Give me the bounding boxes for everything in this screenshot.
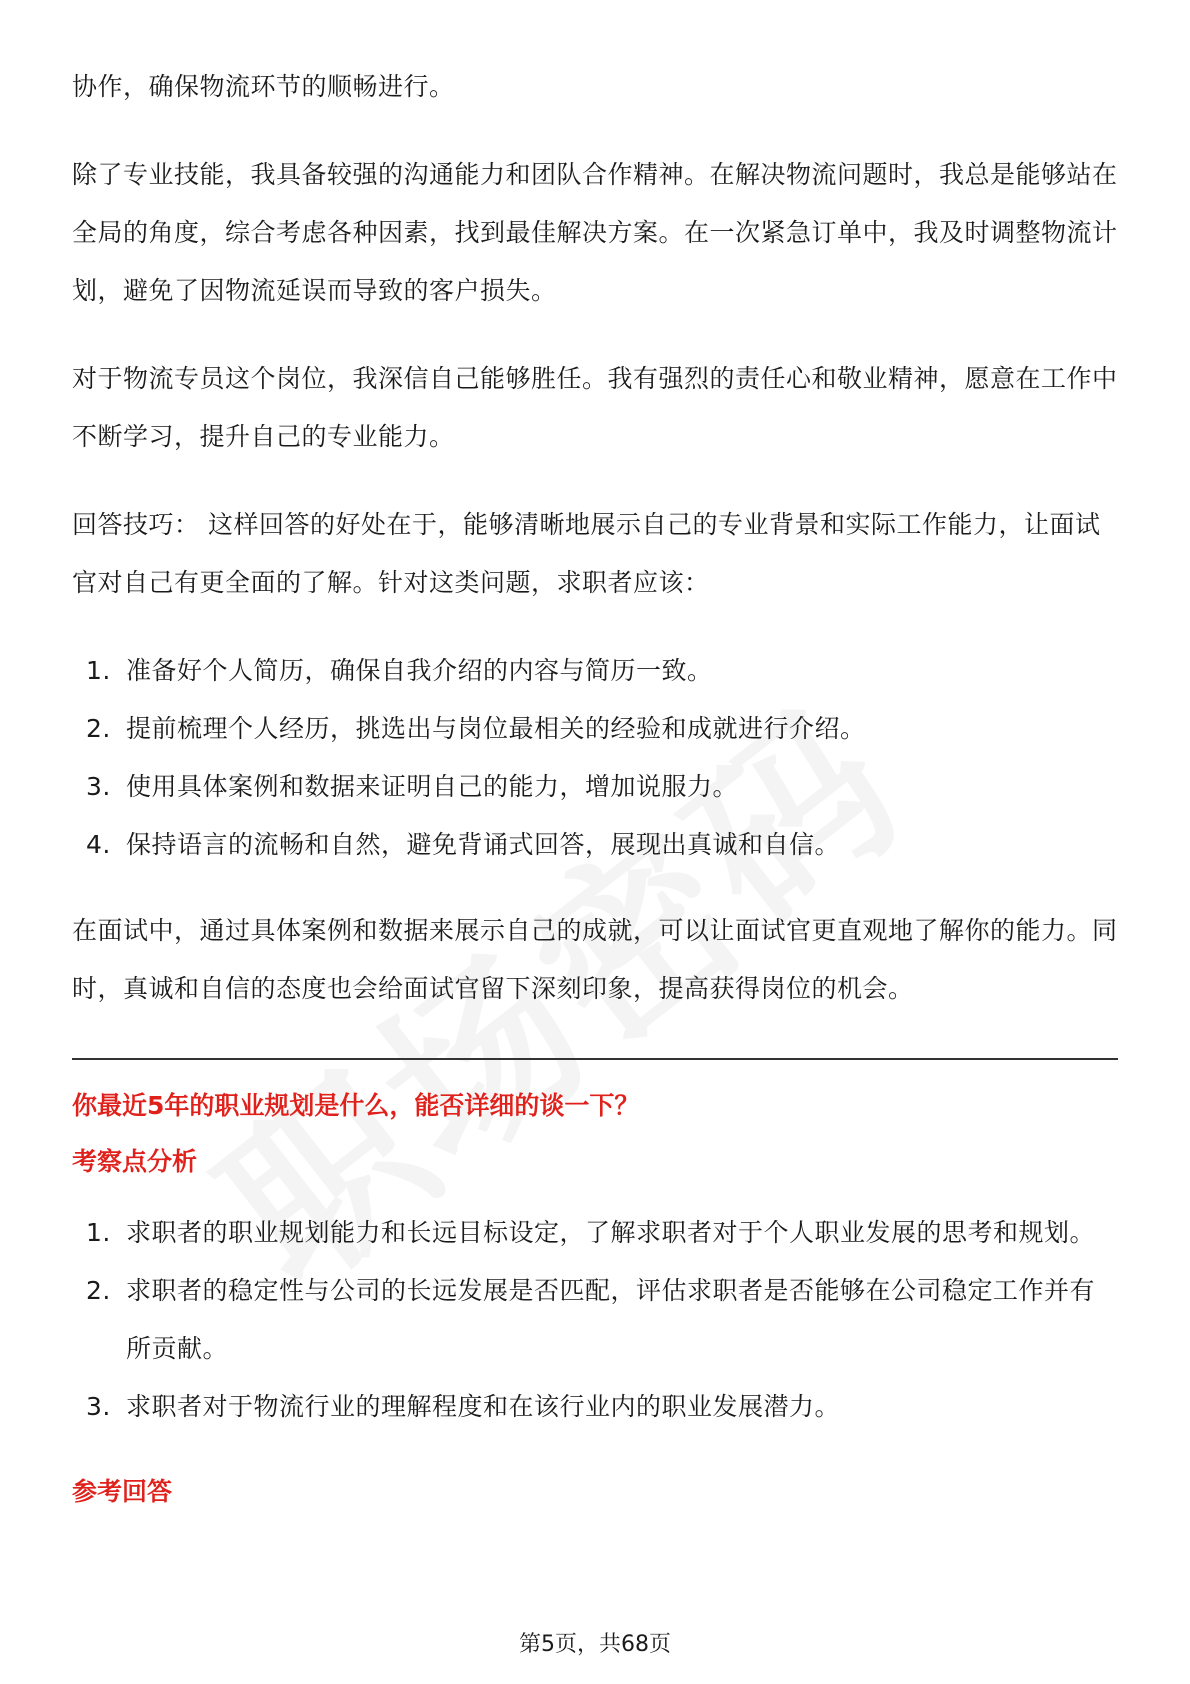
closing-paragraph: 在面试中，通过具体案例和数据来展示自己的成就，可以让面试官更直观地了解你的能力。同时，真诚和自信的态度也会给面试官留下深刻印象，提高获得岗位的机会。 [72,916,1118,1003]
list-number: 1. [86,1218,111,1247]
paragraph: 协作，确保物流环节的顺畅进行。 [72,72,455,101]
list-number: 1. [86,656,111,685]
list-number: 3. [86,772,111,801]
list-text: 保持语言的流畅和自然，避免背诵式回答，展现出真诚和自信。 [126,830,841,859]
paragraph: 除了专业技能，我具备较强的沟通能力和团队合作精神。在解决物流问题时，我总是能够站在全局的角度，综合考虑各种因素，找到最佳解决方案。在一次紧急订单中，我及时调整物流计划，避免了因物流延误而导致的客户损失。 [72,160,1118,305]
list-item [72,758,1118,816]
page-content [72,58,1118,1534]
list-text: 求职者的稳定性与公司的长远发展是否匹配，评估求职者是否能够在公司稳定工作并有所贡献。 [126,1276,1096,1363]
analysis-heading: 考察点分析 [72,1147,198,1176]
list-text: 使用具体案例和数据来证明自己的能力，增加说服力。 [126,772,739,801]
list-number: 2. [86,1276,111,1305]
list-text: 提前梳理个人经历，挑选出与岗位最相关的经验和成就进行介绍。 [126,714,866,743]
tips-list [72,642,1118,874]
list-item [72,1204,1118,1262]
list-item [72,816,1118,874]
analysis-list [72,1204,1118,1436]
list-item [72,700,1118,758]
list-number: 3. [86,1392,111,1421]
paragraph: 对于物流专员这个岗位，我深信自己能够胜任。我有强烈的责任心和敬业精神，愿意在工作中不断学习，提升自己的专业能力。 [72,364,1118,451]
section-divider [72,1058,1118,1060]
list-item [72,1262,1118,1378]
list-item [72,1378,1118,1436]
page-number: 第5页，共68页 [519,1632,671,1657]
reference-heading: 参考回答 [72,1477,173,1506]
list-number: 4. [86,830,111,859]
list-text: 求职者对于物流行业的理解程度和在该行业内的职业发展潜力。 [126,1392,841,1421]
list-text: 求职者的职业规划能力和长远目标设定，了解求职者对于个人职业发展的思考和规划。 [126,1218,1096,1247]
list-item [72,642,1118,700]
question-title: 你最近5年的职业规划是什么，能否详细的谈一下？ [72,1091,640,1120]
list-number: 2. [86,714,111,743]
list-text: 准备好个人简历，确保自我介绍的内容与简历一致。 [126,656,713,685]
paragraph: 回答技巧： 这样回答的好处在于，能够清晰地展示自己的专业背景和实际工作能力，让面试官对自己有更全面的了解。针对这类问题，求职者应该： [72,510,1101,597]
